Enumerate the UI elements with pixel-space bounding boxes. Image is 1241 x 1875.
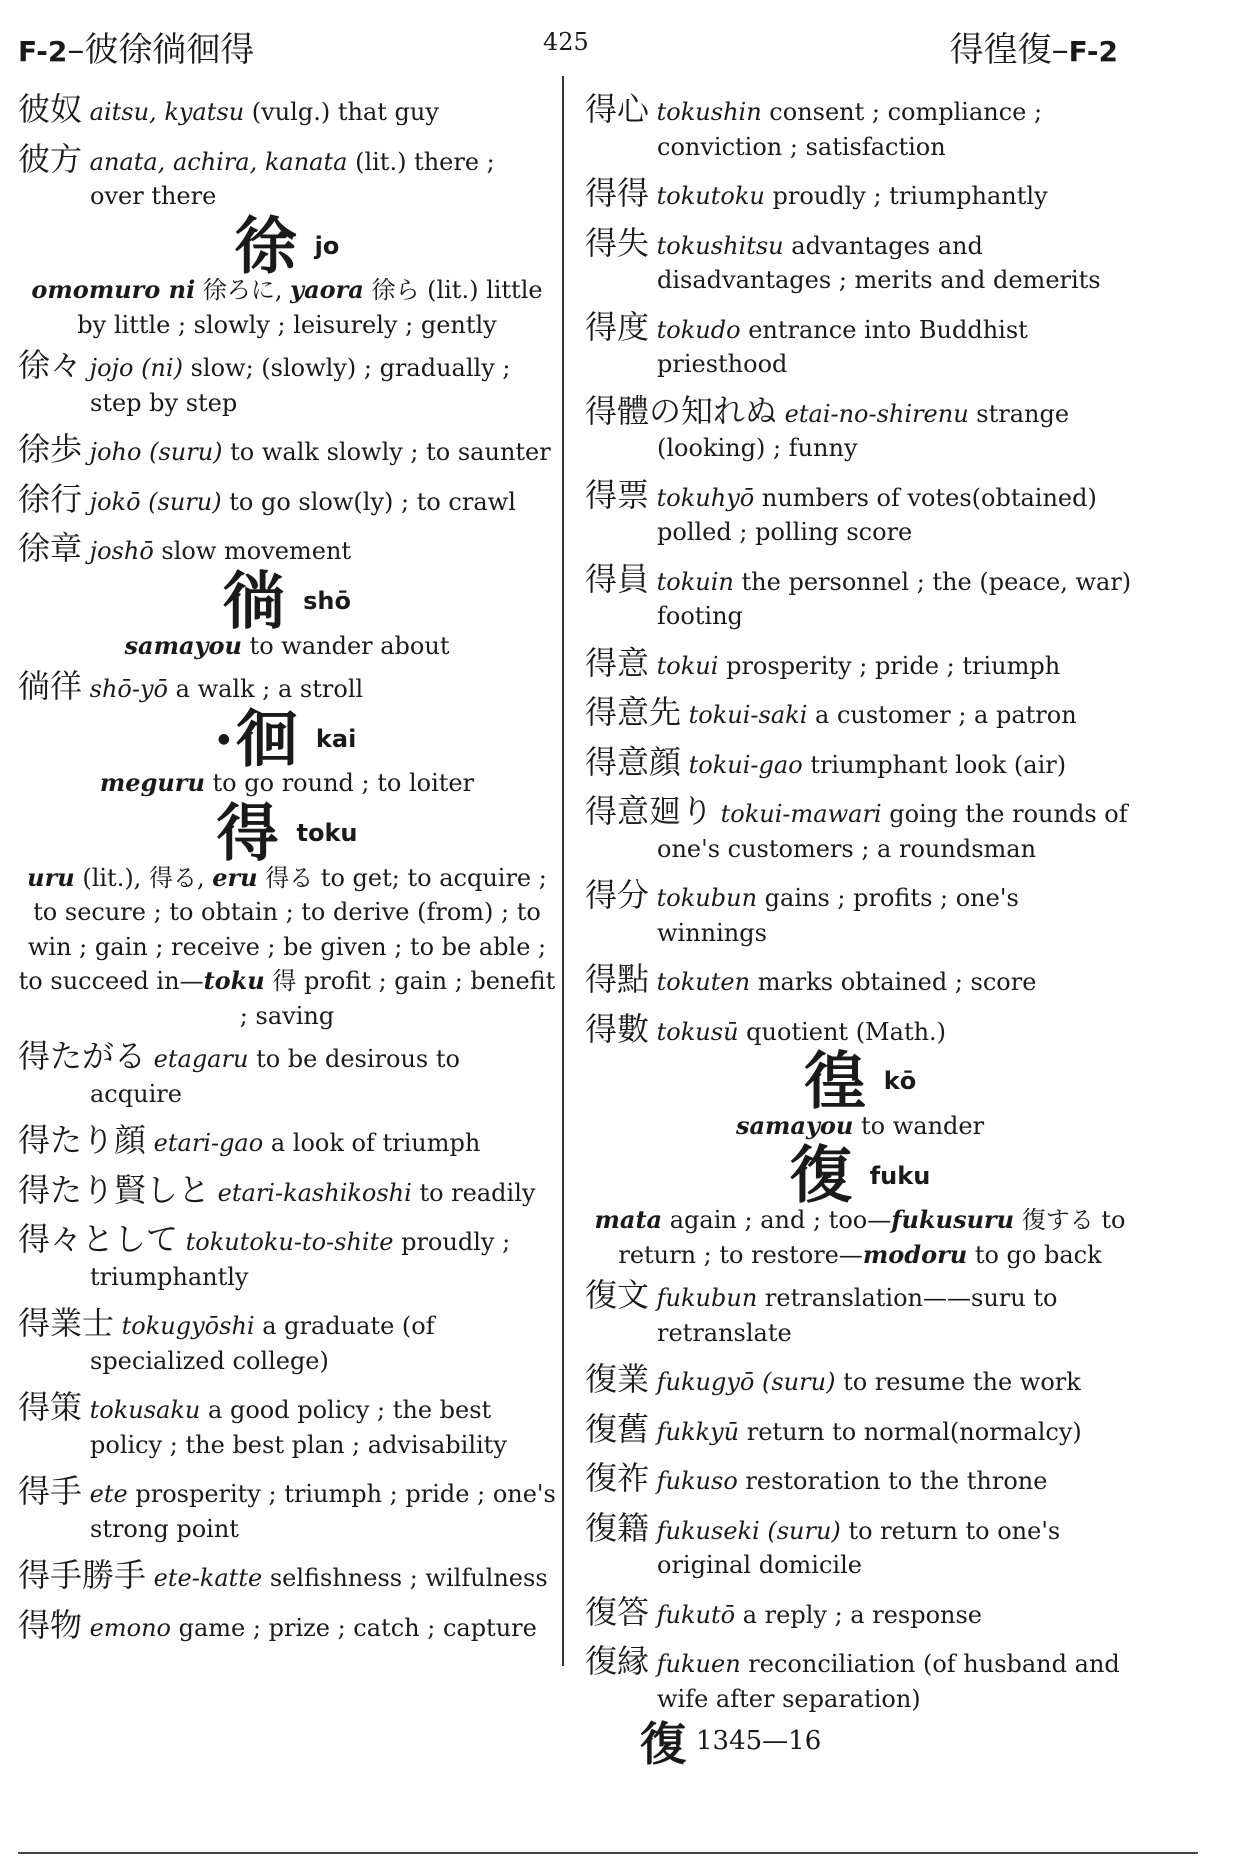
native-reading: modoru [862, 1239, 968, 1269]
entry-romanization: tokui-gao [688, 750, 803, 779]
footer-kanji: 復 [640, 1717, 686, 1771]
entry-definition: selfishness ; wilfulness [269, 1564, 548, 1592]
entry-romanization: jokō (suru) [89, 487, 222, 516]
dictionary-entry [18, 479, 556, 520]
dictionary-entry [585, 794, 1135, 866]
bottom-rule [18, 1852, 1198, 1854]
entry-romanization: etai-no-shirenu [784, 399, 969, 428]
kanji-marker: ● [217, 730, 230, 747]
header-left-title: 彼徐徜徊得 [84, 30, 255, 70]
meaning-text: (lit.), 得る, [74, 863, 213, 892]
entry-definition: quotient (Math.) [746, 1017, 947, 1046]
kanji-heading [18, 208, 556, 282]
entry-romanization: etagaru [153, 1045, 249, 1073]
kanji-character: 徊 [235, 701, 298, 775]
entry-romanization: tokushin [656, 98, 762, 126]
dictionary-entry [585, 391, 1135, 466]
kanji-character: 復 [789, 1138, 852, 1212]
entry-definition: (lit.) there ; over there [90, 147, 495, 210]
kanji-character: 徨 [803, 1044, 866, 1118]
entry-definition: to return to one's original domicile [657, 1516, 1061, 1579]
meaning-text: 得る to get; to acquire ; to secure ; to obtain ; to derive (from) ; to win ; gain ; receive ; be given ; to be able ; to succeed in— [18, 863, 547, 995]
dictionary-entry [18, 1306, 556, 1378]
entry-headword: 得度 [585, 307, 650, 346]
dictionary-entry [18, 432, 556, 470]
entry-definition: reconciliation (of husband and wife after separation) [657, 1650, 1120, 1713]
entry-headword: 得手 [18, 1472, 83, 1510]
entry-headword: 得意先 [585, 693, 682, 731]
entry-definition: (vulg.) that guy [251, 98, 439, 126]
entry-headword: 徐行 [18, 479, 83, 518]
dictionary-entry [585, 176, 1135, 214]
entry-romanization: tokudo [656, 315, 741, 344]
native-reading: toku [203, 966, 265, 995]
dictionary-entry [18, 1170, 556, 1211]
entry-headword: 得員 [585, 559, 650, 598]
entry-romanization: tokuten [656, 968, 751, 996]
entry-romanization: fukubun [656, 1284, 758, 1312]
page-number: 425 [543, 28, 589, 56]
header-dash: – [67, 30, 85, 70]
entry-headword: 得票 [585, 475, 650, 514]
entry-romanization: tokui-mawari [720, 800, 882, 828]
entry-definition: a graduate (of specialized college) [90, 1312, 435, 1375]
dictionary-entry [585, 878, 1135, 950]
header-right [950, 22, 1118, 71]
entry-romanization: fukuso [656, 1467, 738, 1495]
meaning-text: to go round ; to loiter [204, 769, 475, 798]
dictionary-entry [18, 1039, 556, 1111]
entry-romanization: tokusaku [89, 1396, 201, 1424]
native-reading: yaora [290, 275, 364, 305]
entry-headword: 得意 [585, 643, 650, 682]
dictionary-entry [18, 348, 556, 420]
entry-headword: 復業 [585, 1360, 650, 1398]
entry-definition: proudly ; triumphantly [772, 182, 1048, 210]
kanji-meanings [18, 629, 556, 664]
left-column [18, 92, 556, 1657]
dictionary-entry [585, 559, 1135, 634]
entry-definition: a look of triumph [270, 1129, 481, 1157]
entry-romanization: ete [89, 1480, 128, 1508]
native-reading: meguru [99, 768, 205, 798]
kanji-heading [18, 796, 556, 869]
entry-romanization: anata, achira, kanata [89, 147, 348, 176]
dictionary-entry [18, 1558, 556, 1596]
entry-headword: 彼奴 [18, 90, 83, 128]
native-reading: eru [212, 862, 258, 892]
entry-definition: the personnel ; the (peace, war) footing [657, 567, 1132, 630]
entry-headword: 得物 [18, 1605, 83, 1644]
kanji-meanings [585, 1109, 1135, 1144]
header-dash: – [1051, 30, 1069, 70]
dictionary-entry [18, 531, 556, 569]
dictionary-entry [585, 92, 1135, 164]
entry-romanization: tokui [656, 651, 719, 680]
dictionary-entry [585, 307, 1135, 382]
entry-romanization: tokubun [656, 884, 758, 912]
dictionary-entry [18, 1222, 556, 1294]
kanji-reading: toku [296, 819, 358, 847]
dictionary-entry [18, 1474, 556, 1546]
entry-romanization: etari-kashikoshi [217, 1178, 412, 1207]
meaning-text: 得 profit ; gain ; benefit ; saving [239, 967, 556, 1030]
entry-definition: marks obtained ; score [757, 968, 1037, 996]
dictionary-entry [18, 1123, 556, 1161]
entry-headword: 徐章 [18, 529, 83, 568]
entry-definition: a good policy ; the best policy ; the best plan ; advisability [90, 1396, 507, 1459]
dictionary-entry [585, 1508, 1135, 1583]
entry-definition: proudly ; triumphantly [90, 1228, 511, 1291]
entry-romanization: fukkyū [656, 1417, 740, 1446]
right-column [585, 92, 1135, 1728]
entry-definition: to readily [419, 1178, 536, 1207]
meaning-text: to go back [967, 1240, 1102, 1269]
entry-definition: to resume the work [843, 1368, 1081, 1396]
entry-headword: 徜徉 [18, 667, 83, 705]
entry-headword: 復祚 [585, 1459, 650, 1497]
entry-definition: gains ; profits ; one's winnings [657, 884, 1019, 947]
kanji-reading: shō [303, 587, 351, 615]
entry-definition: a walk ; a stroll [175, 675, 364, 703]
header-left-code: F-2 [18, 35, 68, 68]
kanji-reading: kō [883, 1067, 917, 1096]
column-divider [562, 76, 564, 1666]
entry-romanization: fukuen [656, 1650, 741, 1678]
entry-romanization: fukugyō (suru) [656, 1368, 836, 1396]
native-reading: samayou [735, 1110, 854, 1140]
dictionary-entry [585, 1409, 1135, 1450]
entry-headword: 徐歩 [18, 430, 83, 469]
footer-reference: 1345—16 [696, 1726, 822, 1756]
kanji-heading [18, 701, 556, 775]
entry-headword: 得たり賢しと [18, 1170, 211, 1209]
entry-romanization: shō-yō [89, 675, 168, 703]
entry-romanization: joshō [89, 537, 154, 566]
entry-romanization: etari-gao [153, 1129, 264, 1157]
entry-definition: restoration to the throne [745, 1467, 1048, 1495]
entry-definition: triumphant look (air) [810, 750, 1067, 779]
entry-definition: to be desirous to acquire [90, 1045, 460, 1108]
entry-definition: return to normal(normalcy) [746, 1417, 1082, 1446]
dictionary-entry [585, 1362, 1135, 1400]
entry-definition: numbers of votes(obtained) polled ; polling score [657, 483, 1097, 546]
entry-headword: 得意廻り [585, 792, 714, 830]
entry-headword: 得業士 [18, 1304, 115, 1342]
entry-definition: prosperity ; triumph ; pride ; one's strong point [90, 1480, 556, 1543]
entry-definition: slow movement [161, 537, 352, 566]
entry-definition: to go slow(ly) ; to crawl [229, 487, 516, 516]
dictionary-entry [585, 643, 1135, 684]
kanji-heading [18, 564, 556, 637]
meaning-text: 復する to return ; to restore— [618, 1206, 1126, 1269]
entry-romanization: tokuhyō [656, 483, 755, 512]
native-reading: uru [27, 862, 75, 892]
meaning-text: to wander about [241, 631, 450, 660]
kanji-character: 徜 [223, 564, 286, 637]
native-reading: samayou [124, 630, 242, 660]
entry-romanization: tokutoku [656, 182, 765, 210]
entry-definition: consent ; compliance ; conviction ; satisfaction [657, 98, 1043, 161]
entry-definition: prosperity ; pride ; triumph [726, 651, 1061, 680]
kanji-reading: fuku [869, 1161, 931, 1190]
entry-romanization: tokutoku-to-shite [185, 1228, 394, 1256]
page-footer [640, 1708, 821, 1774]
entry-headword: 得得 [585, 174, 650, 212]
entry-headword: 得々として [18, 1220, 179, 1258]
header-right-title: 得徨復 [949, 30, 1052, 70]
dictionary-entry [585, 223, 1135, 298]
meaning-text: 徐ら (lit.) little by little ; slowly ; leisurely ; gently [77, 276, 543, 339]
kanji-meanings [18, 766, 556, 801]
kanji-heading [585, 1044, 1135, 1118]
entry-romanization: tokuin [656, 567, 734, 596]
kanji-meanings [18, 273, 556, 342]
dictionary-entry [585, 695, 1135, 733]
entry-definition: entrance into Buddhist priesthood [657, 315, 1028, 378]
entry-romanization: joho (suru) [89, 438, 223, 467]
entry-romanization: tokugyōshi [121, 1312, 255, 1340]
entry-romanization: jojo (ni) [89, 354, 183, 383]
dictionary-entry [585, 475, 1135, 550]
dictionary-entry [18, 1390, 556, 1462]
entry-romanization: fukuseki (suru) [656, 1516, 841, 1545]
header-left [18, 22, 254, 71]
entry-headword: 復舊 [585, 1409, 650, 1448]
dictionary-entry [18, 92, 556, 130]
dictionary-entry [585, 962, 1135, 1000]
native-reading: omomuro ni [31, 275, 196, 305]
entry-headword: 得たがる [18, 1037, 147, 1075]
entry-headword: 徐々 [18, 346, 83, 385]
kanji-character: 徐 [234, 208, 297, 282]
entry-definition: a reply ; a response [742, 1600, 983, 1629]
entry-definition: strange (looking) ; funny [657, 399, 1070, 462]
entry-headword: 得失 [585, 223, 650, 262]
dictionary-entry [18, 139, 556, 214]
entry-headword: 得數 [585, 1009, 650, 1048]
native-reading: mata [594, 1205, 663, 1234]
dictionary-entry [585, 1592, 1135, 1633]
entry-definition: retranslation——suru to retranslate [657, 1284, 1058, 1347]
entry-headword: 得點 [585, 960, 650, 998]
entry-romanization: fukutō [656, 1600, 736, 1629]
entry-headword: 得心 [585, 90, 650, 128]
entry-headword: 得意顔 [585, 742, 682, 781]
entry-definition: to walk slowly ; to saunter [230, 438, 551, 467]
entry-headword: 復籍 [585, 1508, 650, 1547]
entry-headword: 得たり顔 [18, 1121, 147, 1159]
dictionary-entry [585, 1644, 1135, 1716]
entry-headword: 得手勝手 [18, 1556, 147, 1594]
entry-definition: game ; prize ; catch ; capture [178, 1613, 537, 1642]
entry-definition: a customer ; a patron [815, 701, 1077, 729]
entry-headword: 彼方 [18, 139, 83, 178]
entry-headword: 復縁 [585, 1642, 650, 1680]
kanji-meanings [18, 861, 556, 1034]
entry-romanization: aitsu, kyatsu [89, 98, 245, 126]
entry-definition: slow; (slowly) ; gradually ; step by step [90, 354, 511, 417]
entry-romanization: tokui-saki [688, 701, 808, 729]
entry-headword: 復文 [585, 1276, 650, 1314]
entry-romanization: tokushitsu [656, 231, 784, 260]
meaning-text: 徐ろに, [195, 276, 291, 305]
entry-definition: going the rounds of one's customers ; a roundsman [657, 800, 1128, 863]
meaning-text: to wander [853, 1111, 985, 1140]
kanji-heading [585, 1138, 1135, 1212]
entry-romanization: tokusū [656, 1017, 739, 1046]
entry-romanization: emono [89, 1613, 171, 1642]
entry-headword: 得體の知れぬ [585, 391, 778, 430]
entry-definition: advantages and disadvantages ; merits and demerits [657, 231, 1101, 294]
entry-romanization: ete-katte [153, 1564, 263, 1592]
kanji-meanings [585, 1203, 1135, 1272]
header-right-code: F-2 [1068, 35, 1118, 68]
entry-headword: 得分 [585, 876, 650, 914]
dictionary-entry [585, 742, 1135, 783]
kanji-character: 得 [216, 796, 279, 869]
dictionary-entry [585, 1278, 1135, 1350]
kanji-reading: jo [314, 231, 340, 260]
dictionary-entry [18, 1605, 556, 1646]
native-reading: fukusuru [891, 1205, 1015, 1234]
entry-headword: 復答 [585, 1592, 650, 1631]
meaning-text: again ; and ; too— [662, 1206, 892, 1234]
dictionary-entry [585, 1461, 1135, 1499]
page-header [18, 22, 1118, 72]
entry-headword: 得策 [18, 1388, 83, 1426]
kanji-reading: kai [315, 724, 357, 753]
